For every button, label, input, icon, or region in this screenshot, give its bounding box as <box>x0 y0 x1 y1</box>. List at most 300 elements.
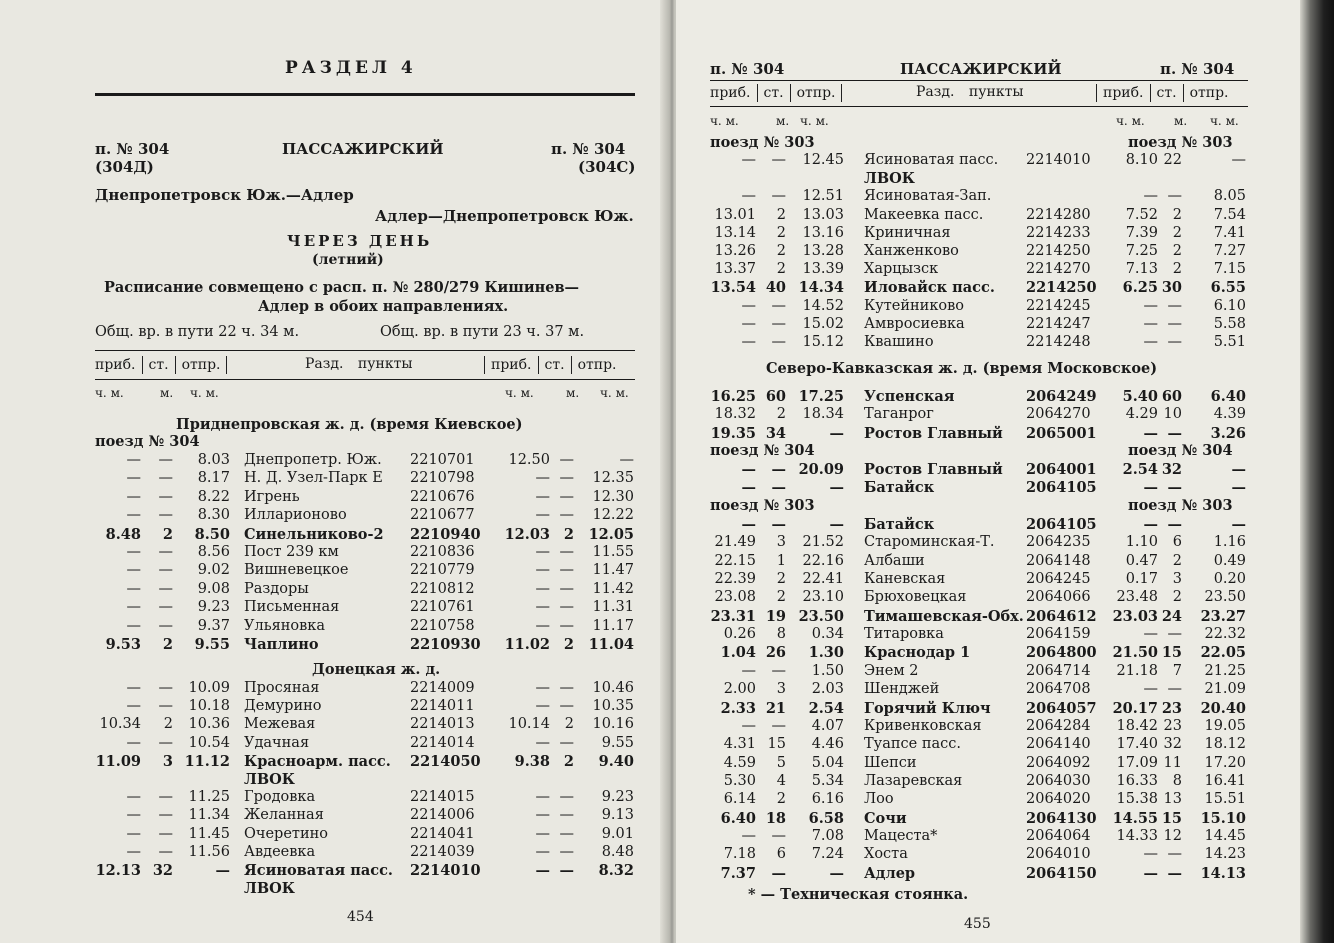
cell-st2: — <box>1167 681 1182 698</box>
cell-dep2: 17.20 <box>1204 754 1246 771</box>
cell-arr2: 21.18 <box>1116 662 1158 679</box>
cell-dep: — <box>829 424 844 442</box>
cell-arr2: — <box>535 562 550 579</box>
cell-arr: 12.13 <box>95 862 141 879</box>
cell-name: Адлер <box>864 864 916 882</box>
cell-st2: 30 <box>1161 279 1182 297</box>
cell-code: 2064092 <box>1026 754 1091 771</box>
cell-st2: 11 <box>1163 754 1182 771</box>
cell-arr2: 4.29 <box>1125 406 1158 423</box>
cell-arr: 4.59 <box>723 754 756 771</box>
cell-code: 2065001 <box>1026 424 1097 442</box>
note-line2: Адлер в обоих направлениях. <box>258 298 509 315</box>
footnote: * — Техническая стоянка. <box>748 886 969 903</box>
cell-st2: 23 <box>1161 699 1182 717</box>
cell-arr: 18.32 <box>714 406 756 423</box>
cell-name: Пост 239 км <box>244 544 339 560</box>
cell-st: — <box>158 599 173 616</box>
cell-name: Туапсе пасс. <box>864 736 961 753</box>
cell-arr: — <box>741 662 756 679</box>
unit-c: ч. м. <box>800 114 829 128</box>
cell-dep2: 19.05 <box>1204 717 1246 734</box>
cell-code: 2064284 <box>1026 717 1091 734</box>
unit-c: ч. м. <box>190 386 219 400</box>
cell-code: 2210779 <box>410 562 475 579</box>
cell-dep2: 7.15 <box>1213 261 1246 278</box>
col-arr2: приб. <box>491 357 532 373</box>
cell-arr: — <box>126 470 141 487</box>
cell-arr: — <box>126 843 141 860</box>
cell-code: 2214280 <box>1026 206 1091 223</box>
cell-name: Ясиноватая-Зап. <box>864 188 992 205</box>
cell-arr2: 0.17 <box>1125 571 1158 588</box>
cell-extra: ЛВОК <box>864 170 915 188</box>
cell-code: 2214247 <box>1026 315 1091 332</box>
cell-name: Энем 2 <box>864 662 919 679</box>
cell-dep2: — <box>619 452 634 468</box>
cell-code: 2064159 <box>1026 626 1091 643</box>
cell-dep2: 0.20 <box>1213 571 1246 588</box>
cell-arr2: — <box>1143 479 1158 497</box>
col-st: ст. <box>148 357 169 373</box>
cell-dep: 7.24 <box>811 846 844 863</box>
cell-arr: 2.00 <box>723 681 756 698</box>
cell-arr2: — <box>535 843 550 860</box>
cell-st: — <box>158 843 173 860</box>
cell-arr2: — <box>535 862 550 879</box>
cell-dep: 18.34 <box>802 406 844 423</box>
cell-arr: — <box>741 334 756 350</box>
cell-arr: — <box>741 717 756 734</box>
cell-st: — <box>158 680 173 696</box>
cell-name: Межевая <box>244 716 316 733</box>
train-code-right: (304С) <box>578 158 636 176</box>
cell-dep2: 14.13 <box>1200 864 1246 882</box>
train-label-left: поезд № 303 <box>710 134 815 151</box>
cell-arr2: — <box>1143 424 1158 442</box>
cell-name: Днепропетр. Юж. <box>244 452 382 468</box>
unit-b: м. <box>160 386 174 400</box>
cell-dep2: — <box>1231 516 1246 533</box>
cell-st2: 2 <box>1172 589 1182 606</box>
cell-dep2: 5.51 <box>1213 334 1246 350</box>
cell-dep2: 9.13 <box>601 807 634 824</box>
cell-st2: — <box>1167 479 1182 497</box>
cell-st: — <box>771 662 786 679</box>
cell-dep: 10.54 <box>188 734 230 751</box>
cell-st: 2 <box>776 589 786 606</box>
cell-dep2: 15.10 <box>1200 809 1246 827</box>
total-time-back: Общ. вр. в пути 23 ч. 37 м. <box>380 324 585 340</box>
cell-code: 2064140 <box>1026 736 1091 753</box>
cell-arr: — <box>126 825 141 842</box>
cell-st2: 22 <box>1163 152 1182 168</box>
cell-code: 2064148 <box>1026 552 1091 569</box>
cell-dep: 9.08 <box>197 580 230 597</box>
cell-dep2: 5.58 <box>1213 315 1246 332</box>
cell-dep2: 12.35 <box>592 470 634 487</box>
cell-name: Брюховецкая <box>864 589 967 606</box>
cell-st2: — <box>559 862 574 879</box>
cell-arr: 13.14 <box>714 224 756 241</box>
cell-st: — <box>771 516 786 533</box>
cell-st: 40 <box>765 279 786 297</box>
cell-dep: 9.37 <box>197 617 230 634</box>
cell-dep2: 22.05 <box>1200 644 1246 662</box>
cell-code: 2214248 <box>1026 334 1091 350</box>
cell-arr2: 23.48 <box>1116 589 1158 606</box>
cell-code: 2214250 <box>1026 279 1097 297</box>
cell-st2: 60 <box>1161 388 1182 405</box>
cell-name: Макеевка пасс. <box>864 206 984 223</box>
cell-name: Синельниково-2 <box>244 525 384 543</box>
cell-arr: — <box>741 516 756 533</box>
cell-arr2: 20.17 <box>1112 699 1158 717</box>
column-header-row <box>95 356 233 374</box>
cell-code: 2064030 <box>1026 772 1091 789</box>
unit-d: ч. м. <box>505 386 534 400</box>
cell-dep2: 12.05 <box>588 525 634 543</box>
cell-arr: — <box>741 827 756 844</box>
cell-dep: 2.03 <box>811 681 844 698</box>
cell-code: 2064612 <box>1026 607 1097 625</box>
cell-code: 2064249 <box>1026 388 1097 405</box>
frequency: ЧЕРЕЗ ДЕНЬ <box>287 232 433 250</box>
cell-dep2: 16.41 <box>1204 772 1246 789</box>
cell-arr2: 0.47 <box>1125 552 1158 569</box>
cell-dep2: 7.41 <box>1213 224 1246 241</box>
cell-arr: — <box>126 452 141 468</box>
cell-name: Харцызск <box>864 261 939 278</box>
cell-dep: 8.17 <box>197 470 230 487</box>
cell-name: Тимашевская-Обх. <box>864 607 1024 625</box>
cell-arr2: — <box>535 680 550 696</box>
cell-code: 2064057 <box>1026 699 1097 717</box>
train-label-left-3: поезд № 303 <box>710 497 815 514</box>
cell-dep2: 8.32 <box>598 862 634 879</box>
cell-code: 2210677 <box>410 507 475 524</box>
cell-dep2: 10.16 <box>592 716 634 733</box>
cell-st2: 7 <box>1172 662 1182 679</box>
cell-st2: — <box>559 825 574 842</box>
cell-arr: — <box>741 188 756 205</box>
cell-dep: 23.10 <box>802 589 844 606</box>
cell-name: Горячий Ключ <box>864 699 991 717</box>
cell-name: Вишневецкое <box>244 562 349 579</box>
cell-code: 2214270 <box>1026 261 1091 278</box>
cell-dep: 13.03 <box>802 206 844 223</box>
cell-arr2: — <box>535 507 550 524</box>
cell-dep2: 9.40 <box>598 752 634 770</box>
cell-st: 8 <box>776 626 786 643</box>
cell-name: Мацеста* <box>864 827 938 844</box>
cell-dep2: 8.05 <box>1213 188 1246 205</box>
cell-dep: 14.52 <box>802 297 844 314</box>
train-number-right: п. № 304 <box>551 140 626 158</box>
col-arr: приб. <box>710 85 751 101</box>
cell-st2: 8 <box>1172 772 1182 789</box>
cell-st: — <box>158 562 173 579</box>
cell-code: 2064800 <box>1026 644 1097 662</box>
cell-st2: — <box>1167 516 1182 533</box>
cell-dep2: 9.23 <box>601 789 634 806</box>
cell-dep2: 14.45 <box>1204 827 1246 844</box>
cell-dep2: 11.04 <box>588 636 634 653</box>
cell-st: 2 <box>162 525 173 543</box>
col-dep: отпр. <box>181 357 221 373</box>
cell-arr2: — <box>535 488 550 505</box>
cell-arr: 7.18 <box>723 846 756 863</box>
cell-arr2: 11.02 <box>504 636 550 653</box>
cell-arr2: 6.25 <box>1122 279 1158 297</box>
train-number-left: п. № 304 <box>95 140 170 158</box>
cell-dep: 9.02 <box>197 562 230 579</box>
cell-st: 2 <box>776 243 786 259</box>
cell-dep2: 12.22 <box>592 507 634 524</box>
railway-prednieprovskaya: Приднепровская ж. д. (время Киевское) <box>176 416 523 433</box>
cell-st: 2 <box>776 261 786 278</box>
cell-name: Лазаревская <box>864 772 963 789</box>
cell-dep: 8.56 <box>197 544 230 560</box>
col-st2: ст. <box>544 357 565 373</box>
cell-name: Лоо <box>864 791 894 808</box>
cell-code: 2064001 <box>1026 461 1097 478</box>
cell-name: Гродовка <box>244 789 316 806</box>
cell-name: Ясиноватая пасс. <box>244 862 393 879</box>
cell-st: 32 <box>152 862 173 879</box>
cell-arr2: — <box>1143 315 1158 332</box>
cell-st: — <box>158 789 173 806</box>
cell-st2: 2 <box>1172 224 1182 241</box>
cell-arr: 13.01 <box>714 206 756 223</box>
cell-st2: — <box>559 580 574 597</box>
cell-name: Игрень <box>244 488 300 505</box>
cell-code: 2214233 <box>1026 224 1091 241</box>
cell-arr: 5.30 <box>723 772 756 789</box>
cell-dep: 4.07 <box>811 717 844 734</box>
cell-arr: 13.26 <box>714 243 756 259</box>
cell-name: Просяная <box>244 680 320 696</box>
cell-st: 60 <box>765 388 786 405</box>
total-time-forward: Общ. вр. в пути 22 ч. 34 м. <box>95 324 300 340</box>
unit-a: ч. м. <box>95 386 124 400</box>
cell-st: — <box>158 807 173 824</box>
cell-code: 2214250 <box>1026 243 1091 259</box>
cell-code: 2210930 <box>410 636 481 653</box>
cell-arr: 13.54 <box>710 279 756 297</box>
cell-dep2: 6.40 <box>1210 388 1246 405</box>
cell-name: Староминская-Т. <box>864 534 995 551</box>
cell-code: 2064105 <box>1026 516 1097 533</box>
train-label-right-2: поезд № 304 <box>1128 442 1233 459</box>
cell-code: 2210836 <box>410 544 475 560</box>
cell-st2: 12 <box>1163 827 1182 844</box>
cell-code: 2064235 <box>1026 534 1091 551</box>
cell-st2: 32 <box>1161 461 1182 478</box>
cell-code: 2214011 <box>410 698 475 715</box>
cell-arr: 16.25 <box>710 388 756 405</box>
train-number-left: п. № 304 <box>710 60 785 78</box>
cell-arr: — <box>126 562 141 579</box>
cell-st: 26 <box>765 644 786 662</box>
cell-dep: 10.18 <box>188 698 230 715</box>
season: (летний) <box>312 252 384 268</box>
cell-dep2: 6.55 <box>1210 279 1246 297</box>
cell-dep: 9.23 <box>197 599 230 616</box>
cell-code: 2210761 <box>410 599 475 616</box>
cell-arr2: — <box>1143 334 1158 350</box>
cell-name: Ростов Главный <box>864 461 1003 478</box>
cell-dep2: 15.51 <box>1204 791 1246 808</box>
cell-dep: 10.09 <box>188 680 230 696</box>
cell-name: Демурино <box>244 698 322 715</box>
header-rule-bottom <box>710 106 1248 107</box>
cell-dep2: 7.27 <box>1213 243 1246 259</box>
cell-st2: 2 <box>1172 206 1182 223</box>
cell-arr: 10.34 <box>99 716 141 733</box>
cell-dep2: 10.35 <box>592 698 634 715</box>
cell-st: 2 <box>776 571 786 588</box>
cell-st2: — <box>1167 297 1182 314</box>
cell-dep: 5.34 <box>811 772 844 789</box>
cell-code: 2064270 <box>1026 406 1091 423</box>
cell-st2: 2 <box>563 525 574 543</box>
cell-code: 2210676 <box>410 488 475 505</box>
cell-code: 2214039 <box>410 843 475 860</box>
cell-arr2: — <box>535 789 550 806</box>
cell-arr2: — <box>535 734 550 751</box>
cell-code: 2064245 <box>1026 571 1091 588</box>
cell-st: — <box>158 734 173 751</box>
cell-name: Батайск <box>864 516 935 533</box>
cell-name: Кривенковская <box>864 717 982 734</box>
cell-st: 6 <box>776 846 786 863</box>
cell-arr2: 14.33 <box>1116 827 1158 844</box>
cell-arr2: 9.38 <box>514 752 550 770</box>
cell-st: — <box>771 827 786 844</box>
cell-code: 2064010 <box>1026 846 1091 863</box>
cell-dep: 23.50 <box>798 607 844 625</box>
train-label: поезд № 304 <box>95 433 200 450</box>
cell-st: 2 <box>776 206 786 223</box>
cell-extra: ЛВОК <box>244 771 295 788</box>
cell-dep2: 20.40 <box>1200 699 1246 717</box>
cell-arr: — <box>741 297 756 314</box>
cell-name: Ясиноватая пасс. <box>864 152 999 168</box>
page-number-left: 454 <box>347 909 374 925</box>
unit-a: ч. м. <box>710 114 739 128</box>
cell-st: — <box>771 297 786 314</box>
cell-name: Шепси <box>864 754 917 771</box>
cell-st2: — <box>559 470 574 487</box>
unit-e: м. <box>566 386 580 400</box>
cell-st: — <box>158 452 173 468</box>
unit-b: м. <box>776 114 790 128</box>
cell-name: Таганрог <box>864 406 934 423</box>
cell-arr: 19.35 <box>710 424 756 442</box>
col-st: ст. <box>763 85 784 101</box>
cell-name: Каневская <box>864 571 946 588</box>
cell-dep: — <box>829 479 844 497</box>
cell-dep2: 12.30 <box>592 488 634 505</box>
cell-name: Сочи <box>864 809 907 827</box>
cell-arr2: 7.52 <box>1125 206 1158 223</box>
cell-arr2: — <box>535 544 550 560</box>
cell-arr2: 17.09 <box>1116 754 1158 771</box>
cell-arr: 2.33 <box>720 699 756 717</box>
cell-arr: 4.31 <box>723 736 756 753</box>
cell-st: 3 <box>162 752 173 770</box>
cell-arr: 23.08 <box>714 589 756 606</box>
right-page <box>676 0 1300 943</box>
train-code-left: (304Д) <box>95 158 154 176</box>
cell-code: 2214015 <box>410 789 475 806</box>
railway-donetsk: Донецкая ж. д. <box>312 661 441 678</box>
col-dep: отпр. <box>796 85 836 101</box>
cell-dep: 8.30 <box>197 507 230 524</box>
cell-dep: 11.12 <box>184 752 230 770</box>
cell-arr2: — <box>535 807 550 824</box>
cell-arr2: — <box>1143 681 1158 698</box>
cell-arr2: 23.03 <box>1112 607 1158 625</box>
cell-st2: — <box>1167 846 1182 863</box>
cell-dep: 15.12 <box>802 334 844 350</box>
cell-st2: 32 <box>1163 736 1182 753</box>
cell-name: Н. Д. Узел-Парк Е <box>244 470 383 487</box>
cell-code: 2210940 <box>410 525 481 543</box>
cell-dep2: 7.54 <box>1213 206 1246 223</box>
cell-st: 5 <box>776 754 786 771</box>
cell-dep: 2.54 <box>808 699 844 717</box>
cell-st: 1 <box>776 552 786 569</box>
cell-dep: 1.50 <box>811 662 844 679</box>
cell-st: 4 <box>776 772 786 789</box>
train-number-right: п. № 304 <box>1160 60 1235 78</box>
cell-name: Титаровка <box>864 626 944 643</box>
cell-dep2: 4.39 <box>1213 406 1246 423</box>
cell-dep: 20.09 <box>798 461 844 478</box>
col-arr: приб. <box>95 357 136 373</box>
cell-dep: 21.52 <box>802 534 844 551</box>
cell-name: Кутейниково <box>864 297 965 314</box>
cell-arr: — <box>126 680 141 696</box>
cell-dep2: 11.47 <box>592 562 634 579</box>
cell-arr2: — <box>1143 516 1158 533</box>
note-line1: Расписание совмещено с расп. п. № 280/279 Кишинев— <box>104 279 580 296</box>
cell-code: 2214014 <box>410 734 475 751</box>
cell-extra: ЛВОК <box>244 880 295 898</box>
cell-dep2: — <box>1231 152 1246 168</box>
page-number-right: 455 <box>964 916 991 932</box>
cell-st2: 23 <box>1163 717 1182 734</box>
cell-dep: 5.04 <box>811 754 844 771</box>
cell-arr: — <box>126 698 141 715</box>
cell-st: — <box>158 698 173 715</box>
cell-arr: 22.15 <box>714 552 756 569</box>
cell-dep: 22.41 <box>802 571 844 588</box>
route-back: Адлер—Днепропетровск Юж. <box>375 207 634 225</box>
cell-arr: — <box>741 479 756 497</box>
cell-arr2: 7.13 <box>1125 261 1158 278</box>
cell-arr2: — <box>535 617 550 634</box>
cell-dep2: 9.01 <box>601 825 634 842</box>
cell-arr: 9.53 <box>105 636 141 653</box>
cell-arr2: 8.10 <box>1125 152 1158 168</box>
cell-arr2: 16.33 <box>1116 772 1158 789</box>
cell-arr: — <box>126 507 141 524</box>
cell-st2: 6 <box>1172 534 1182 551</box>
cell-st: — <box>158 507 173 524</box>
